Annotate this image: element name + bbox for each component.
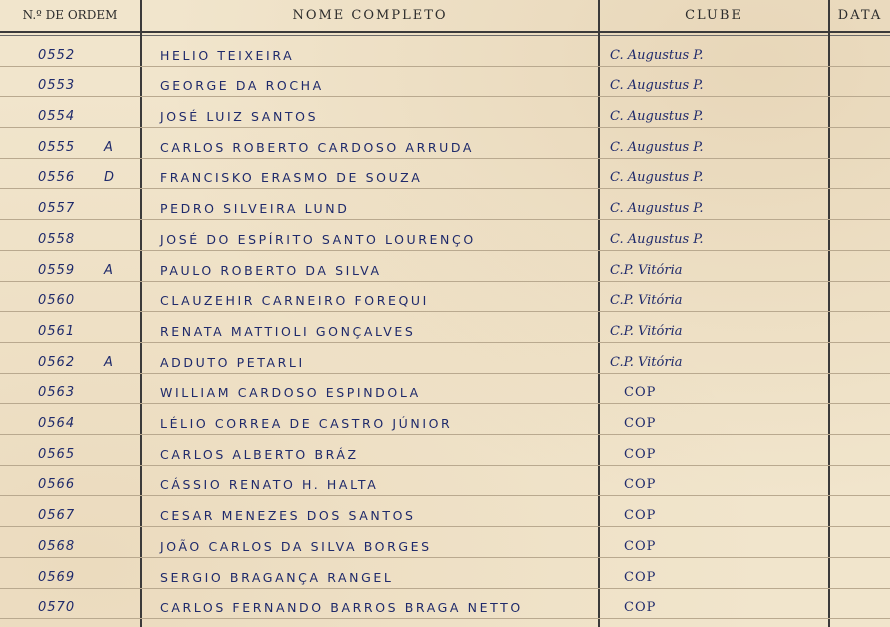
ledger-row	[0, 128, 890, 159]
club-name: C.P. Vitória	[610, 323, 683, 339]
ledger-row	[0, 343, 890, 374]
club-name: C.P. Vitória	[610, 293, 683, 309]
full-name: SERGIO BRAGANÇA RANGEL	[160, 569, 394, 585]
row-mark: D	[104, 170, 115, 186]
ledger-row	[0, 36, 890, 67]
header-full-name: NOME COMPLETO	[292, 8, 448, 23]
order-number: 0559	[38, 262, 76, 278]
club-name: COP	[624, 385, 657, 401]
ledger-row	[0, 282, 890, 313]
full-name: RENATA MATTIOLI GONÇALVES	[160, 323, 416, 339]
header-date: DATA	[837, 8, 883, 23]
ledger-row	[0, 97, 890, 128]
order-number: 0562	[38, 354, 76, 370]
order-number: 0561	[38, 323, 76, 339]
club-name: COP	[624, 416, 657, 432]
full-name: PAULO ROBERTO DA SILVA	[160, 262, 382, 278]
full-name: CESAR MENEZES DOS SANTOS	[160, 508, 416, 524]
full-name: JOSÉ LUIZ SANTOS	[160, 109, 319, 125]
club-name: COP	[624, 600, 657, 616]
order-number: 0560	[38, 293, 76, 309]
ledger-row	[0, 220, 890, 251]
club-name: C. Augustus P.	[610, 78, 704, 94]
order-number: 0558	[38, 231, 76, 247]
club-name: COP	[624, 508, 657, 524]
club-name: C. Augustus P.	[610, 231, 704, 247]
row-mark: A	[104, 139, 113, 155]
ledger-row	[0, 589, 890, 620]
header-row	[0, 0, 890, 31]
full-name: ADDUTO PETARLI	[160, 354, 305, 370]
order-number: 0554	[38, 109, 76, 125]
full-name: LÉLIO CORREA DE CASTRO JÚNIOR	[160, 416, 453, 432]
full-name: CLAUZEHIR CARNEIRO FOREQUI	[160, 293, 429, 309]
ledger-row	[0, 527, 890, 558]
row-mark: A	[104, 354, 113, 370]
order-number: 0553	[38, 78, 76, 94]
ledger-row	[0, 374, 890, 405]
order-number: 0567	[38, 508, 76, 524]
full-name: CARLOS ALBERTO BRÁZ	[160, 446, 359, 462]
order-number: 0555	[38, 139, 76, 155]
club-name: C. Augustus P.	[610, 109, 704, 125]
full-name: JOSÉ DO ESPÍRITO SANTO LOURENÇO	[160, 231, 476, 247]
order-number: 0569	[38, 569, 76, 585]
header-divider	[0, 31, 890, 33]
full-name: HELIO TEIXEIRA	[160, 47, 295, 63]
full-name: CÁSSIO RENATO H. HALTA	[160, 477, 379, 493]
full-name: CARLOS ROBERTO CARDOSO ARRUDA	[160, 139, 475, 155]
full-name: CARLOS FERNANDO BARROS BRAGA NETTO	[160, 600, 523, 616]
club-name: COP	[624, 538, 657, 554]
full-name: PEDRO SILVEIRA LUND	[160, 201, 350, 217]
order-number: 0552	[38, 47, 76, 63]
order-number: 0570	[38, 600, 76, 616]
order-number: 0563	[38, 385, 76, 401]
club-name: C. Augustus P.	[610, 47, 704, 63]
ledger-row	[0, 67, 890, 98]
club-name: COP	[624, 446, 657, 462]
club-name: C.P. Vitória	[610, 354, 683, 370]
row-rule	[0, 618, 890, 619]
order-number: 0568	[38, 538, 76, 554]
ledger-row	[0, 190, 890, 221]
order-number: 0565	[38, 446, 76, 462]
club-name: C. Augustus P.	[610, 170, 704, 186]
header-club: CLUBE	[685, 8, 743, 23]
order-number: 0557	[38, 201, 76, 217]
ledger-row	[0, 497, 890, 528]
order-number: 0564	[38, 416, 76, 432]
ledger-row	[0, 312, 890, 343]
ledger-row	[0, 466, 890, 497]
ledger-row	[0, 251, 890, 282]
full-name: WILLIAM CARDOSO ESPINDOLA	[160, 385, 421, 401]
ledger-row	[0, 435, 890, 466]
full-name: JOÃO CARLOS DA SILVA BORGES	[160, 538, 432, 554]
club-name: COP	[624, 569, 657, 585]
club-name: C.P. Vitória	[610, 262, 683, 278]
ledger-row	[0, 159, 890, 190]
full-name: FRANCISKO ERASMO DE SOUZA	[160, 170, 423, 186]
row-mark: A	[104, 262, 113, 278]
ledger-row	[0, 558, 890, 589]
club-name: C. Augustus P.	[610, 139, 704, 155]
club-name: COP	[624, 477, 657, 493]
header-order-number: N.º DE ORDEM	[22, 8, 118, 22]
order-number: 0556	[38, 170, 76, 186]
full-name: GEORGE DA ROCHA	[160, 78, 324, 94]
club-name: C. Augustus P.	[610, 201, 704, 217]
ledger-row	[0, 404, 890, 435]
order-number: 0566	[38, 477, 76, 493]
